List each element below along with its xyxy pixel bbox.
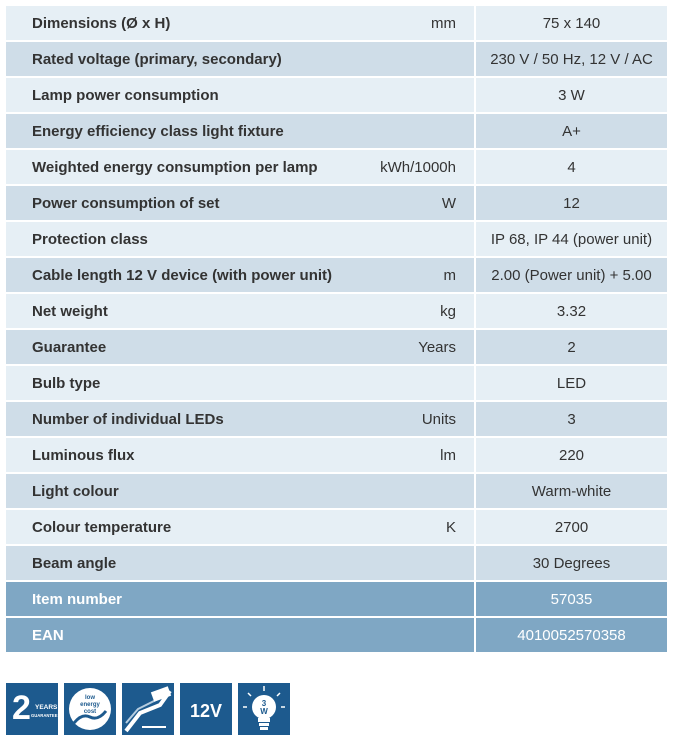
guarantee-years-text: YEARS	[35, 704, 58, 711]
spec-label-cell	[6, 546, 476, 582]
low-text: low	[85, 695, 95, 701]
spec-label-cell	[6, 150, 476, 186]
spec-value-cell	[476, 114, 667, 150]
12v-icon	[180, 683, 232, 735]
spec-value: 75 x 140	[542, 14, 601, 32]
guarantee-number: 2	[12, 689, 31, 727]
spec-value: LED	[556, 374, 587, 392]
spec-row	[6, 42, 669, 78]
spec-unit: W	[441, 194, 456, 212]
spec-value-cell	[476, 150, 667, 186]
spec-row	[6, 78, 669, 114]
spec-label-cell	[6, 330, 476, 366]
spec-row	[6, 474, 669, 510]
spec-value-cell	[476, 546, 667, 582]
spec-row	[6, 330, 669, 366]
spec-label-cell	[6, 438, 476, 474]
bulb-watt-unit: W	[260, 707, 268, 716]
id-value-cell	[476, 618, 667, 654]
item-number-row	[6, 582, 669, 618]
spec-unit: K	[445, 518, 456, 536]
spec-row	[6, 402, 669, 438]
id-value: 57035	[550, 590, 593, 608]
ean-row	[6, 618, 669, 654]
spec-value: 220	[558, 446, 585, 464]
spec-unit: m	[443, 266, 456, 284]
id-label-cell	[6, 618, 476, 654]
spec-row	[6, 510, 669, 546]
spec-value: 30 Degrees	[532, 554, 611, 572]
spec-label-cell	[6, 294, 476, 330]
id-value-cell	[476, 582, 667, 618]
spec-unit: Years	[418, 338, 456, 356]
spec-label: Power consumption of set	[32, 194, 220, 212]
spec-label: Beam angle	[32, 554, 117, 572]
spec-label-cell	[6, 474, 476, 510]
feature-icons	[6, 683, 290, 735]
spec-label-cell	[6, 402, 476, 438]
spec-label: Number of individual LEDs	[32, 410, 224, 428]
spec-label: Colour temperature	[32, 518, 172, 536]
spec-label: Weighted energy consumption per lamp	[32, 158, 318, 176]
spec-label: Rated voltage (primary, secondary)	[32, 50, 282, 68]
spec-table	[6, 6, 669, 654]
spec-value-cell	[476, 78, 667, 114]
energy-text: energy	[80, 702, 100, 708]
spec-label: Energy efficiency class light fixture	[32, 122, 284, 140]
spec-row	[6, 258, 669, 294]
spec-row	[6, 222, 669, 258]
spec-row	[6, 6, 669, 42]
spec-value-cell	[476, 510, 667, 546]
spec-label-cell	[6, 78, 476, 114]
spec-value: A+	[562, 122, 581, 140]
cable-plug-icon	[122, 683, 174, 735]
guarantee-2-years-icon	[6, 683, 58, 735]
cost-text: cost	[83, 709, 97, 715]
spec-value-cell	[476, 6, 667, 42]
spec-label: Guarantee	[32, 338, 107, 356]
spec-value-cell	[476, 366, 667, 402]
spec-value-cell	[476, 402, 667, 438]
spec-label: Net weight	[32, 302, 108, 320]
spec-unit: kWh/1000h	[380, 158, 456, 176]
spec-row	[6, 114, 669, 150]
spec-label-cell	[6, 510, 476, 546]
spec-row	[6, 150, 669, 186]
bulb-watt-number: 3	[261, 699, 267, 708]
spec-label: Cable length 12 V device (with power unit)	[32, 266, 333, 284]
spec-label-cell	[6, 6, 476, 42]
spec-value: 3 W	[558, 86, 585, 104]
id-label-cell	[6, 582, 476, 618]
spec-value: 4	[567, 158, 576, 176]
spec-label: Protection class	[32, 230, 148, 248]
spec-unit: Units	[421, 410, 456, 428]
id-label: Item number	[32, 590, 123, 608]
spec-label-cell	[6, 114, 476, 150]
spec-value: IP 68, IP 44 (power unit)	[490, 230, 653, 248]
spec-unit: mm	[431, 14, 456, 32]
spec-row	[6, 186, 669, 222]
spec-value: 2.00 (Power unit) + 5.00	[491, 266, 652, 284]
spec-label: Light colour	[32, 482, 119, 500]
spec-value-cell	[476, 330, 667, 366]
spec-value-cell	[476, 186, 667, 222]
spec-label: Dimensions (Ø x H)	[32, 14, 171, 32]
spec-value: Warm-white	[531, 482, 612, 500]
spec-value-cell	[476, 222, 667, 258]
spec-label: Luminous flux	[32, 446, 135, 464]
spec-label: Lamp power consumption	[32, 86, 219, 104]
spec-row	[6, 294, 669, 330]
spec-value-cell	[476, 438, 667, 474]
spec-value: 230 V / 50 Hz, 12 V / AC	[490, 50, 653, 68]
spec-value-cell	[476, 294, 667, 330]
spec-value: 2	[567, 338, 576, 356]
spec-unit: kg	[440, 302, 456, 320]
bulb-3w-icon	[238, 683, 290, 735]
spec-unit: lm	[440, 446, 456, 464]
spec-value: 3.32	[556, 302, 587, 320]
spec-label-cell	[6, 258, 476, 294]
spec-label-cell	[6, 222, 476, 258]
spec-label-cell	[6, 42, 476, 78]
low-energy-cost-icon	[64, 683, 116, 735]
voltage-text: 12V	[189, 701, 223, 721]
spec-row	[6, 366, 669, 402]
spec-value-cell	[476, 42, 667, 78]
spec-label-cell	[6, 366, 476, 402]
spec-value: 3	[567, 410, 576, 428]
id-value: 4010052570358	[517, 626, 626, 644]
guarantee-label-text: GUARANTEE	[31, 713, 58, 718]
spec-value-cell	[476, 474, 667, 510]
spec-row	[6, 438, 669, 474]
spec-label-cell	[6, 186, 476, 222]
spec-value: 2700	[554, 518, 589, 536]
spec-value: 12	[563, 194, 580, 212]
spec-row	[6, 546, 669, 582]
spec-label: Bulb type	[32, 374, 101, 392]
id-label: EAN	[32, 626, 64, 644]
spec-value-cell	[476, 258, 667, 294]
